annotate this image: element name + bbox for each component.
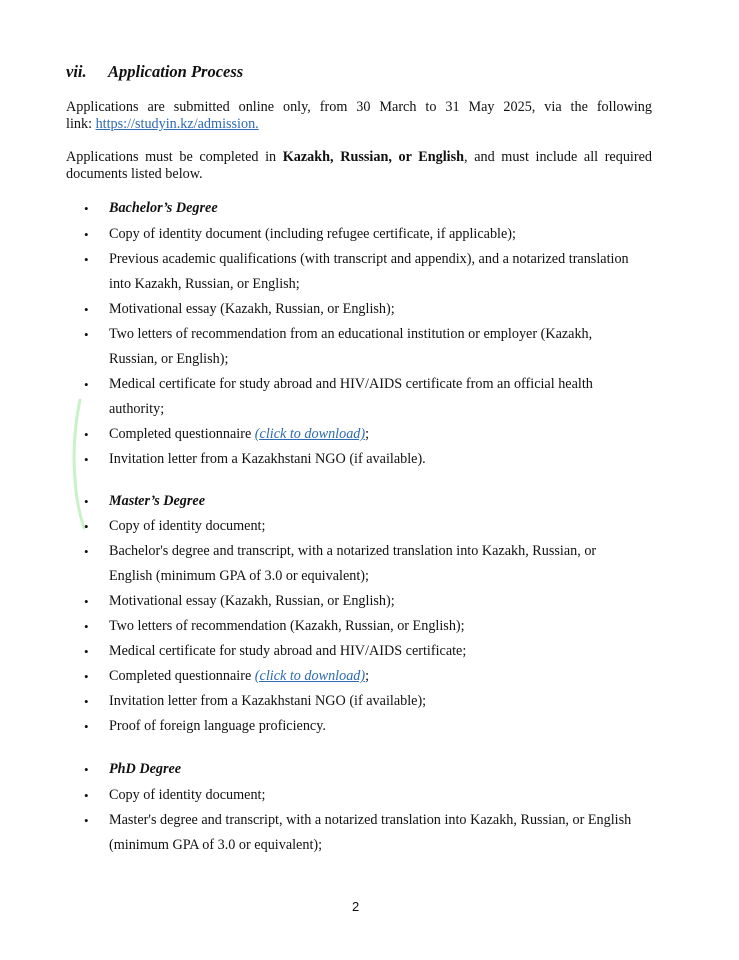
list-item-text: Bachelor's degree and transcript, with a notarized translation into Kazakh, Russian, or xyxy=(109,543,597,559)
intro-paragraph-1 xyxy=(66,99,652,133)
intro-text: , and must include all required xyxy=(464,149,652,165)
questionnaire-label: Completed questionnaire xyxy=(109,668,255,684)
bullet: • xyxy=(84,201,89,216)
list-item-text: (minimum GPA of 3.0 or equivalent); xyxy=(109,837,323,853)
list-item-text: Copy of identity document; xyxy=(109,787,266,803)
intro-paragraph-2 xyxy=(66,149,652,183)
bullet: • xyxy=(84,762,89,777)
list-item-text: Russian, or English); xyxy=(109,351,229,367)
list-item-text: Invitation letter from a Kazakhstani NGO (if available); xyxy=(109,693,427,709)
list-item-text: Previous academic qualifications (with transcript and appendix), and a notarized translation xyxy=(109,251,629,267)
list-item-text xyxy=(109,426,369,443)
list-item-text: into Kazakh, Russian, or English; xyxy=(109,276,300,292)
intro-line xyxy=(66,149,652,166)
list-item-text: Two letters of recommendation from an educational institution or employer (Kazakh, xyxy=(109,326,593,342)
section-title: Application Process xyxy=(108,62,244,81)
intro-line: Applications are submitted online only, from 30 March to 31 May 2025, via the following xyxy=(66,99,652,115)
bullet: • xyxy=(84,302,89,317)
bullet: • xyxy=(84,494,89,509)
bullet: • xyxy=(84,694,89,709)
download-link[interactable]: (click to download) xyxy=(254,668,366,684)
page-number: 2 xyxy=(352,899,360,914)
list-item-text: authority; xyxy=(109,401,165,417)
bullet: • xyxy=(84,594,89,609)
list-item-text: Motivational essay (Kazakh, Russian, or English); xyxy=(109,301,395,317)
section-heading xyxy=(66,62,243,82)
download-link[interactable]: (click to download) xyxy=(254,426,366,442)
bullet: • xyxy=(84,327,89,342)
section-number: vii. xyxy=(66,62,87,81)
list-item-text: Master's degree and transcript, with a notarized translation into Kazakh, Russian, or English xyxy=(109,812,632,828)
master-heading: Master’s Degree xyxy=(109,493,206,509)
bullet: • xyxy=(84,227,89,242)
intro-text: Applications must be completed in xyxy=(66,149,283,165)
bullet: • xyxy=(84,519,89,534)
bullet: • xyxy=(84,813,89,828)
list-item-text: Proof of foreign language proficiency. xyxy=(109,718,326,734)
list-item-text: Invitation letter from a Kazakhstani NGO (if available). xyxy=(109,451,426,467)
admission-link[interactable]: https://studyin.kz/admission. xyxy=(95,116,259,132)
bullet: • xyxy=(84,427,89,442)
list-item-text xyxy=(109,668,369,685)
bachelor-heading: Bachelor’s Degree xyxy=(109,200,218,216)
list-item-text: Copy of identity document (including refugee certificate, if applicable); xyxy=(109,226,516,242)
list-item-text: Medical certificate for study abroad and HIV/AIDS certificate; xyxy=(109,643,467,659)
list-item-text: English (minimum GPA of 3.0 or equivalent); xyxy=(109,568,369,584)
bullet: • xyxy=(84,669,89,684)
punctuation: ; xyxy=(365,426,370,442)
bullet: • xyxy=(84,452,89,467)
bullet: • xyxy=(84,719,89,734)
questionnaire-label: Completed questionnaire xyxy=(109,426,255,442)
punctuation: ; xyxy=(365,668,370,684)
list-item-text: Two letters of recommendation (Kazakh, Russian, or English); xyxy=(109,618,465,634)
intro-line: documents listed below. xyxy=(66,166,203,182)
list-item-text: Motivational essay (Kazakh, Russian, or English); xyxy=(109,593,395,609)
bullet: • xyxy=(84,644,89,659)
bullet: • xyxy=(84,544,89,559)
bullet: • xyxy=(84,377,89,392)
link-prefix: link: xyxy=(66,116,96,132)
bullet: • xyxy=(84,788,89,803)
phd-heading: PhD Degree xyxy=(109,761,182,777)
bullet: • xyxy=(84,252,89,267)
list-item-text: Medical certificate for study abroad and HIV/AIDS certificate from an official health xyxy=(109,376,593,392)
list-item-text: Copy of identity document; xyxy=(109,518,266,534)
languages-bold: Kazakh, Russian, or English xyxy=(282,149,465,165)
bullet: • xyxy=(84,619,89,634)
intro-line xyxy=(66,116,652,133)
